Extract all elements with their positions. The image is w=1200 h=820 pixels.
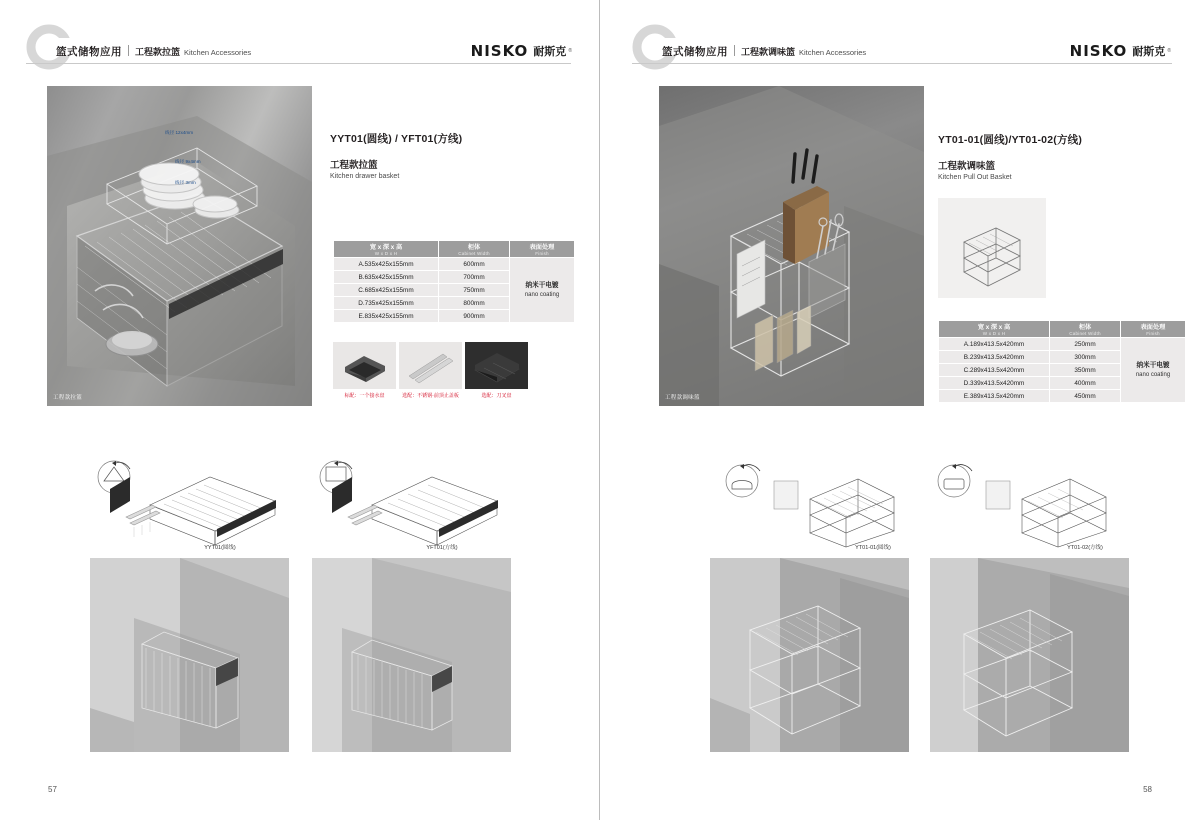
right-page — [600, 0, 1200, 820]
col-finish: 表面处理 Finish — [1121, 321, 1186, 338]
cell-size: C.289x413.5x420mm — [939, 364, 1050, 377]
header-rule — [26, 63, 571, 64]
header-divider — [128, 45, 129, 56]
brand-cn: 耐斯克 — [533, 46, 567, 58]
product-name-cn: 工程款调味篮 — [938, 161, 996, 172]
cell-size: D.339x413.5x420mm — [939, 377, 1050, 390]
cell-size: A.189x413.5x420mm — [939, 338, 1050, 351]
left-product-title — [330, 131, 570, 180]
brand-tm: ® — [568, 48, 572, 54]
accessory-labels — [333, 392, 528, 399]
col-finish: 表面处理 Finish — [510, 241, 575, 258]
right-product-thumb — [938, 198, 1046, 298]
right-page-number: 58 — [1143, 785, 1152, 794]
right-drawing-1-caption: YT01-01(圆线) — [855, 545, 891, 551]
cell-size: E.835x425x155mm — [334, 310, 439, 323]
cell-cabinet: 350mm — [1050, 364, 1121, 377]
callout-2: 线径 3mm — [175, 180, 196, 185]
cell-size: B.635x425x155mm — [334, 271, 439, 284]
cell-cabinet: 900mm — [439, 310, 510, 323]
right-spec-table — [938, 320, 1186, 403]
brand-tm: ® — [1167, 48, 1171, 54]
product-name-cn: 工程款拉篮 — [330, 160, 378, 171]
left-hero-photo — [47, 86, 312, 406]
cell-cabinet: 400mm — [1050, 377, 1121, 390]
header-subtitle-cn: 工程款拉篮 — [135, 46, 181, 57]
table-row — [939, 338, 1186, 351]
col-size: 宽 x 深 x 高 W x D x H — [939, 321, 1050, 338]
product-code: YYT01(圆线) / YFT01(方线) — [330, 133, 463, 145]
cell-cabinet: 300mm — [1050, 351, 1121, 364]
page-gutter — [599, 0, 600, 820]
brand-logo — [1070, 43, 1171, 59]
callout-1: 线径 9x4mm — [175, 159, 201, 164]
right-drawing-2-caption: YT01-02(方线) — [1067, 545, 1103, 551]
header-subtitle-cn: 工程款调味篮 — [741, 46, 796, 57]
left-drawing-2-caption: YFT01(方线) — [426, 545, 458, 551]
left-drawing-2 — [312, 455, 512, 550]
accessory-label-0: 标配：一个接水盘 — [344, 393, 385, 399]
left-spec-table — [333, 240, 575, 323]
cell-finish: 纳米干电镀 nano coating — [1121, 338, 1186, 403]
header-subtitle-en: Kitchen Accessories — [799, 47, 867, 57]
accessory-thumbs — [333, 342, 528, 389]
right-product-title — [938, 132, 1188, 181]
right-drawing-2 — [930, 455, 1140, 550]
cell-cabinet: 250mm — [1050, 338, 1121, 351]
left-page-header — [26, 36, 251, 66]
cell-cabinet: 800mm — [439, 297, 510, 310]
product-name-en: Kitchen drawer basket — [330, 173, 400, 180]
product-code: YT01-01(圆线)/YT01-02(方线) — [938, 134, 1083, 146]
header-rule — [632, 63, 1172, 64]
cell-size: B.239x413.5x420mm — [939, 351, 1050, 364]
cell-size: C.685x425x155mm — [334, 284, 439, 297]
col-cabinet: 柜体 Cabinet Width — [439, 241, 510, 258]
cell-cabinet: 700mm — [439, 271, 510, 284]
header-subtitle-en: Kitchen Accessories — [184, 47, 252, 57]
cell-cabinet: 600mm — [439, 258, 510, 271]
accessory-label-2: 选配：刀叉盘 — [481, 393, 512, 399]
header-category: 篮式储物应用 — [56, 45, 122, 58]
right-hero-photo — [659, 86, 924, 406]
right-bottom-photo-1 — [710, 558, 909, 752]
left-bottom-photo-2 — [312, 558, 511, 752]
right-page-header — [632, 36, 866, 66]
cell-cabinet: 750mm — [439, 284, 510, 297]
left-drawing-1-caption: YYT01(圆线) — [204, 545, 236, 551]
accessory-label-1: 选配：不锈钢·前顶止盖板 — [402, 393, 459, 399]
cell-size: A.535x425x155mm — [334, 258, 439, 271]
left-drawing-1 — [90, 455, 290, 550]
callout-0: 线径 12x4mm — [165, 130, 194, 135]
product-name-en: Kitchen Pull Out Basket — [938, 174, 1012, 181]
cell-cabinet: 450mm — [1050, 390, 1121, 403]
cell-size: D.735x425x155mm — [334, 297, 439, 310]
brand-nisko: NISKO — [1069, 42, 1128, 60]
brand-logo — [471, 43, 572, 59]
brand-nisko: NISKO — [470, 42, 529, 60]
cell-size: E.389x413.5x420mm — [939, 390, 1050, 403]
right-drawing-1 — [718, 455, 928, 550]
accessory-thumb-drip-tray — [333, 342, 396, 389]
brand-cn: 耐斯克 — [1132, 46, 1166, 58]
col-size: 宽 x 深 x 高 W x D x H — [334, 241, 439, 258]
col-cabinet: 柜体 Cabinet Width — [1050, 321, 1121, 338]
table-header-row — [939, 321, 1186, 338]
left-hero-caption: 工程款拉篮 — [53, 395, 83, 401]
accessory-thumb-rail — [399, 342, 462, 389]
right-bottom-photo-2 — [930, 558, 1129, 752]
header-category: 篮式储物应用 — [662, 45, 728, 58]
table-row — [334, 258, 575, 271]
table-header-row — [334, 241, 575, 258]
left-page-number: 57 — [48, 785, 57, 794]
accessory-thumb-cutlery-tray — [465, 342, 528, 389]
right-hero-caption: 工程款调味篮 — [665, 395, 700, 401]
header-divider — [734, 45, 735, 56]
cell-finish: 纳米干电镀 nano coating — [510, 258, 575, 323]
left-bottom-photo-1 — [90, 558, 289, 752]
